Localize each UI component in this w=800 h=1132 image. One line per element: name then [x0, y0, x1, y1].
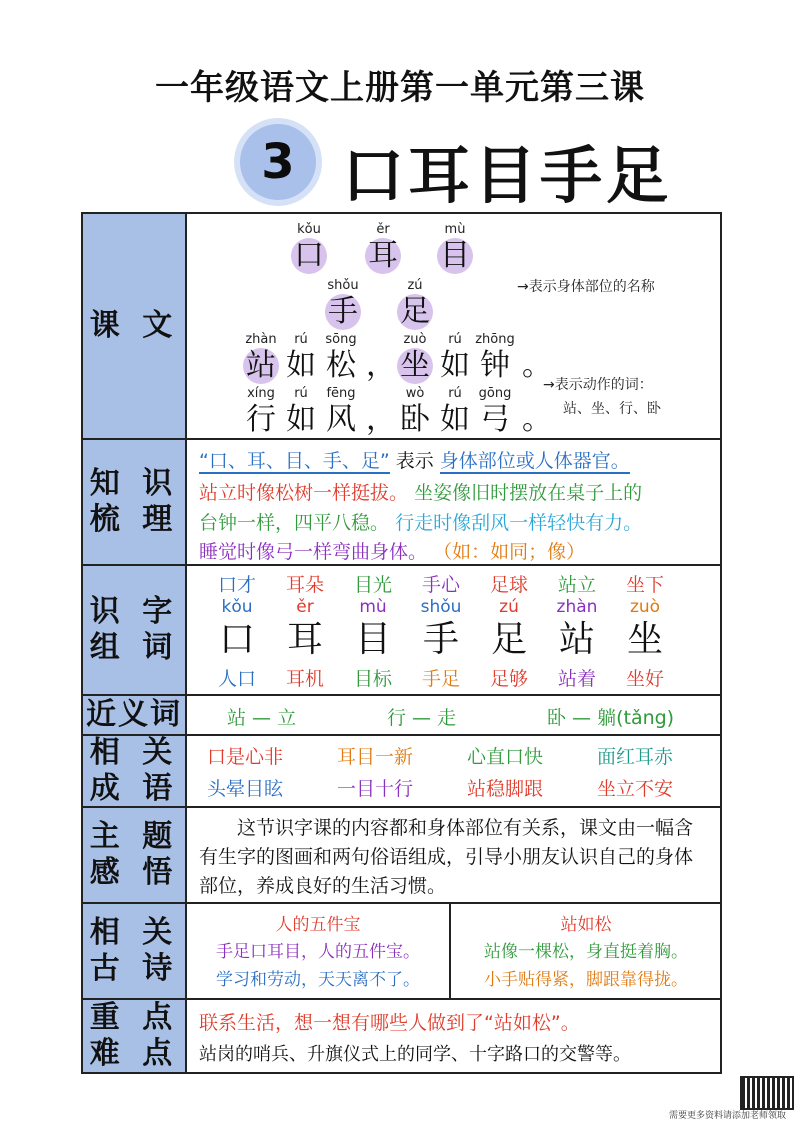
page-title: 一年级语文上册第一单元第三课 [155, 68, 645, 108]
kewen-line1-1 [351, 222, 415, 274]
shizi-hanzi: 站 [558, 619, 595, 660]
shizi-top-word: 目光 [353, 574, 392, 596]
shizi-hanzi: 耳 [286, 619, 323, 660]
shizi-bottom-word: 坐好 [625, 668, 664, 690]
shizi-pinyin: ěr [296, 597, 314, 617]
pinyin [505, 332, 569, 348]
chengyu-item: 耳目一新 [337, 746, 414, 768]
hanzi: 如 [440, 348, 470, 383]
pinyin: sōng [325, 332, 357, 347]
shizi-hanzi: 足 [490, 619, 527, 660]
zhishi-sleep: 睡觉时像弓一样弯曲身体。 [199, 541, 428, 563]
hanzi: ， [366, 348, 396, 383]
hanzi: 手 [311, 294, 375, 330]
row-jinyi [83, 696, 720, 736]
shizi-char [545, 596, 609, 662]
kewen-line2-0 [311, 278, 375, 330]
zhongdian-line-1: 联系生活，想一想有哪些人做到了“站如松”。 [199, 1012, 580, 1034]
pinyin: mù [444, 222, 466, 237]
row-zhuti [83, 808, 720, 904]
chengyu-item: 口是心非 [207, 746, 284, 768]
pinyin: rú [294, 386, 308, 401]
zhishi-organs: 身体部位或人体器官。 [439, 450, 630, 472]
hanzi: 。 [522, 402, 552, 437]
zhishi-sit-b: 台钟一样，四平八稳。 [199, 512, 390, 534]
gushi-content [187, 904, 720, 998]
shizi-pinyin: kǒu [221, 597, 253, 617]
row-label-zhuti: 主 题 感 悟 [83, 808, 187, 902]
hanzi: 口 [277, 238, 341, 274]
pinyin: ěr [376, 222, 390, 237]
zhishi-content [187, 440, 720, 564]
jinyi-pair-2: 行 — 走 [387, 707, 457, 729]
row-label-zhishi: 知 识 梳 理 [83, 440, 187, 564]
shizi-pinyin: zuò [629, 597, 661, 617]
pinyin: zú [407, 278, 423, 293]
poem-left-title: 人的五件宝 [275, 915, 361, 935]
shizi-top-word: 口才 [217, 574, 256, 596]
shizi-char [613, 596, 677, 662]
row-label-kewen: 课 文 [83, 214, 187, 438]
row-label-shizi: 识 字 组 词 [83, 566, 187, 694]
row-zhishi [83, 440, 720, 566]
hanzi: 目 [423, 238, 487, 274]
hanzi: 如 [286, 402, 316, 437]
row-chengyu [83, 736, 720, 808]
pinyin: rú [294, 332, 308, 347]
chengyu-item: 面红耳赤 [597, 746, 674, 768]
shizi-char [205, 596, 269, 662]
chengyu-item: 站稳脚跟 [467, 778, 544, 800]
shizi-hanzi: 手 [422, 619, 459, 660]
shizi-bottom-word: 目标 [353, 668, 392, 690]
lesson-header [230, 124, 690, 212]
row-label-chengyu: 相 关 成 语 [83, 736, 187, 806]
shizi-top-word: 坐下 [625, 574, 664, 596]
zhishi-biaoshi: 表示 [395, 450, 434, 472]
zhishi-stand: 站立时像松树一样挺拔。 [199, 482, 409, 504]
shizi-top-word: 耳朵 [285, 574, 324, 596]
zhishi-sit-a: 坐姿像旧时摆放在桌子上的 [414, 482, 643, 504]
qr-code-icon [740, 1076, 794, 1110]
hanzi: 如 [440, 402, 470, 437]
footer-note: 需要更多资料请添加老师领取 [668, 1111, 786, 1121]
hanzi: 钟 [480, 348, 510, 383]
zhongdian-content [187, 1000, 720, 1072]
shizi-hanzi: 坐 [626, 619, 663, 660]
zhishi-walk: 行走时像刮风一样轻快有力。 [395, 512, 643, 534]
hanzi: 风 [326, 402, 356, 437]
pinyin: zuò [403, 332, 427, 347]
shizi-hanzi: 口 [218, 619, 255, 660]
hanzi: 坐 [383, 348, 447, 384]
shizi-bottom-word: 站着 [557, 668, 596, 690]
chengyu-item: 头晕目眩 [207, 778, 284, 800]
shizi-bottom-word: 足够 [489, 668, 528, 690]
shizi-char [273, 596, 337, 662]
lesson-name: 口耳目手足 [342, 139, 673, 212]
poem-right-title: 站如松 [560, 915, 612, 935]
hanzi: 松 [326, 348, 356, 383]
pinyin: wò [405, 386, 425, 401]
pinyin: kǒu [297, 222, 321, 237]
shizi-bottom-word: 手足 [421, 668, 460, 690]
row-label-jinyi: 近义词 [83, 696, 187, 734]
zhuti-text: 这节识字课的内容都和身体部位有关系，课文由一幅含有生字的图画和两句俗语组成，引导小朋友认识自己的身体部位，养成良好的生活习惯。 [199, 817, 694, 897]
jinyi-pair-3: 卧 — 躺(tǎng) [547, 707, 675, 729]
shizi-hanzi: 目 [354, 619, 391, 660]
chengyu-item: 心直口快 [467, 746, 544, 768]
shizi-top-word: 站立 [557, 574, 596, 596]
shizi-content [187, 566, 720, 694]
kewen-note-actions: →表示动作的词： [543, 377, 653, 393]
zhishi-parts: “口、耳、目、手、足” [199, 450, 390, 472]
kewen-line1-0 [277, 222, 341, 274]
kewen-content [187, 214, 720, 438]
pinyin: zhōng [475, 332, 515, 347]
shizi-char [409, 596, 473, 662]
pinyin: xíng [247, 386, 275, 401]
shizi-bottom-word: 人口 [217, 668, 256, 690]
row-label-zhongdian: 重 点 难 点 [83, 1000, 187, 1072]
shizi-top-word: 足球 [489, 574, 528, 596]
row-label-gushi: 相 关 古 诗 [83, 904, 187, 998]
shizi-bottom-word: 耳机 [285, 668, 324, 690]
poem-right-line-2: 小手贴得紧，脚跟靠得拢。 [484, 970, 688, 990]
pinyin: zhàn [245, 332, 277, 347]
jinyi-pair-1: 站 — 立 [227, 707, 297, 729]
kewen-line2-1 [383, 278, 447, 330]
row-gushi [83, 904, 720, 1000]
hanzi: 弓 [480, 402, 510, 437]
pinyin: gōng [478, 386, 512, 401]
pinyin: rú [448, 332, 462, 347]
kewen-note-parts: →表示身体部位的名称 [517, 279, 655, 295]
pinyin: shǒu [327, 278, 359, 293]
row-kewen [83, 214, 720, 440]
hanzi: 足 [383, 294, 447, 330]
hanzi: 卧 [400, 402, 430, 437]
shizi-char [477, 596, 541, 662]
shizi-char [341, 596, 405, 662]
poem-left-line-2: 学习和劳动，天天离不了。 [216, 970, 420, 990]
pinyin: fēng [326, 386, 356, 401]
hanzi: 耳 [351, 238, 415, 274]
poem-right-line-1: 站像一棵松，身直挺着胸。 [484, 942, 688, 962]
lesson-number-badge: 3 [240, 124, 316, 200]
row-zhongdian [83, 1000, 720, 1072]
zhishi-example: （如：如同；像） [433, 541, 586, 563]
shizi-top-word: 手心 [421, 574, 460, 596]
kewen-note-action-words: 站、坐、行、卧 [563, 401, 661, 417]
zhuti-content [187, 808, 720, 902]
chengyu-content [187, 736, 720, 806]
chengyu-item: 坐立不安 [597, 778, 674, 800]
hanzi: ， [366, 402, 396, 437]
shizi-pinyin: zú [499, 597, 519, 617]
hanzi: 站 [229, 348, 293, 384]
jinyi-content [187, 696, 720, 734]
shizi-pinyin: mù [359, 597, 387, 617]
hanzi: 如 [286, 348, 316, 383]
pinyin: rú [448, 386, 462, 401]
zhongdian-line-2: 站岗的哨兵、升旗仪式上的同学、十字路口的交警等。 [199, 1044, 631, 1065]
chengyu-item: 一目十行 [337, 778, 414, 800]
shizi-pinyin: zhàn [556, 597, 598, 617]
hanzi: 。 [522, 348, 552, 383]
kewen-line1-2 [423, 222, 487, 274]
lesson-table [81, 212, 722, 1074]
shizi-pinyin: shǒu [420, 597, 462, 617]
poem-left-line-1: 手足口耳目，人的五件宝。 [216, 942, 420, 962]
row-shizi [83, 566, 720, 696]
hanzi: 行 [246, 402, 276, 437]
